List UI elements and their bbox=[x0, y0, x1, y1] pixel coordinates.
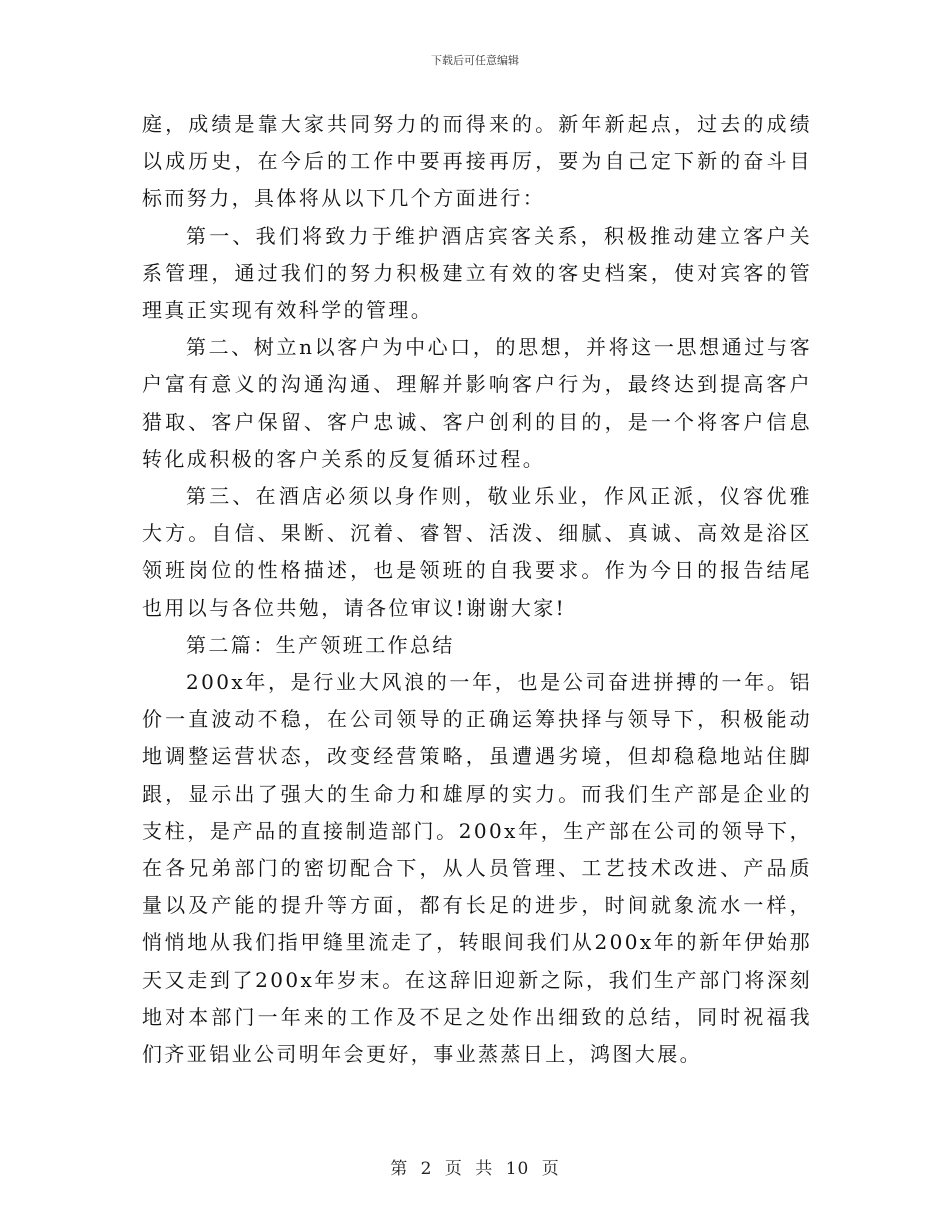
paragraph-point-three: 第三、在酒店必须以身作则，敬业乐业，作风正派，仪容优雅大方。自信、果断、沉着、睿智、活泼、细腻、真诚、高效是浴区领班岗位的性格描述，也是领班的自我要求。作为今日的报告结尾也用以与各位共勉，请各位审议!谢谢大家! bbox=[142, 484, 812, 620]
document-body bbox=[142, 106, 812, 1073]
paragraph-continuation: 庭，成绩是靠大家共同努力的而得来的。新年新起点，过去的成绩以成历史，在今后的工作中要再接再厉，要为自己定下新的奋斗目标而努力，具体将从以下几个方面进行： bbox=[142, 112, 812, 211]
paragraph-point-two: 第二、树立n以客户为中心口，的思想，并将这一思想通过与客户富有意义的沟通沟通、理解并影响客户行为，最终达到提高客户猎取、客户保留、客户忠诚、客户创利的目的，是一个将客户信息转化成积极的客户关系的反复循环过程。 bbox=[142, 335, 812, 471]
paragraph-point-one: 第一、我们将致力于维护酒店宾客关系，积极推动建立客户关系管理，通过我们的努力积极建立有效的客史档案，使对宾客的管理真正实现有效科学的管理。 bbox=[142, 223, 812, 323]
paragraph-production-summary: 200x年，是行业大风浪的一年，也是公司奋进拼搏的一年。铝价一直波动不稳，在公司领导的正确运筹抉择与领导下，积极能动地调整运营状态，改变经营策略，虽遭遇劣境，但却稳稳地站住脚跟，显示出了强大的生命力和雄厚的实力。而我们生产部是企业的支柱，是产品的直接制造部门。200x年，生产部在公司的领导下，在各兄弟部门的密切配合下，从人员管理、工艺技术改进、产品质量以及产能的提升等方面，都有长足的进步，时间就象流水一样，悄悄地从我们指甲缝里流走了，转眼间我们从200x年的新年伊始那天又走到了200x年岁末。在这辞旧迎新之际，我们生产部门将深刻地对本部门一年来的工作及不足之处作出细致的总结，同时祝福我们齐亚铝业公司明年会更好，事业蒸蒸日上，鸿图大展。 bbox=[142, 670, 812, 1067]
page-number-footer: 第 2 页 共 10 页 bbox=[390, 1159, 560, 1179]
section-heading: 第二篇：生产领班工作总结 bbox=[186, 632, 455, 657]
page-header: 下载后可任意编辑 bbox=[431, 54, 519, 67]
